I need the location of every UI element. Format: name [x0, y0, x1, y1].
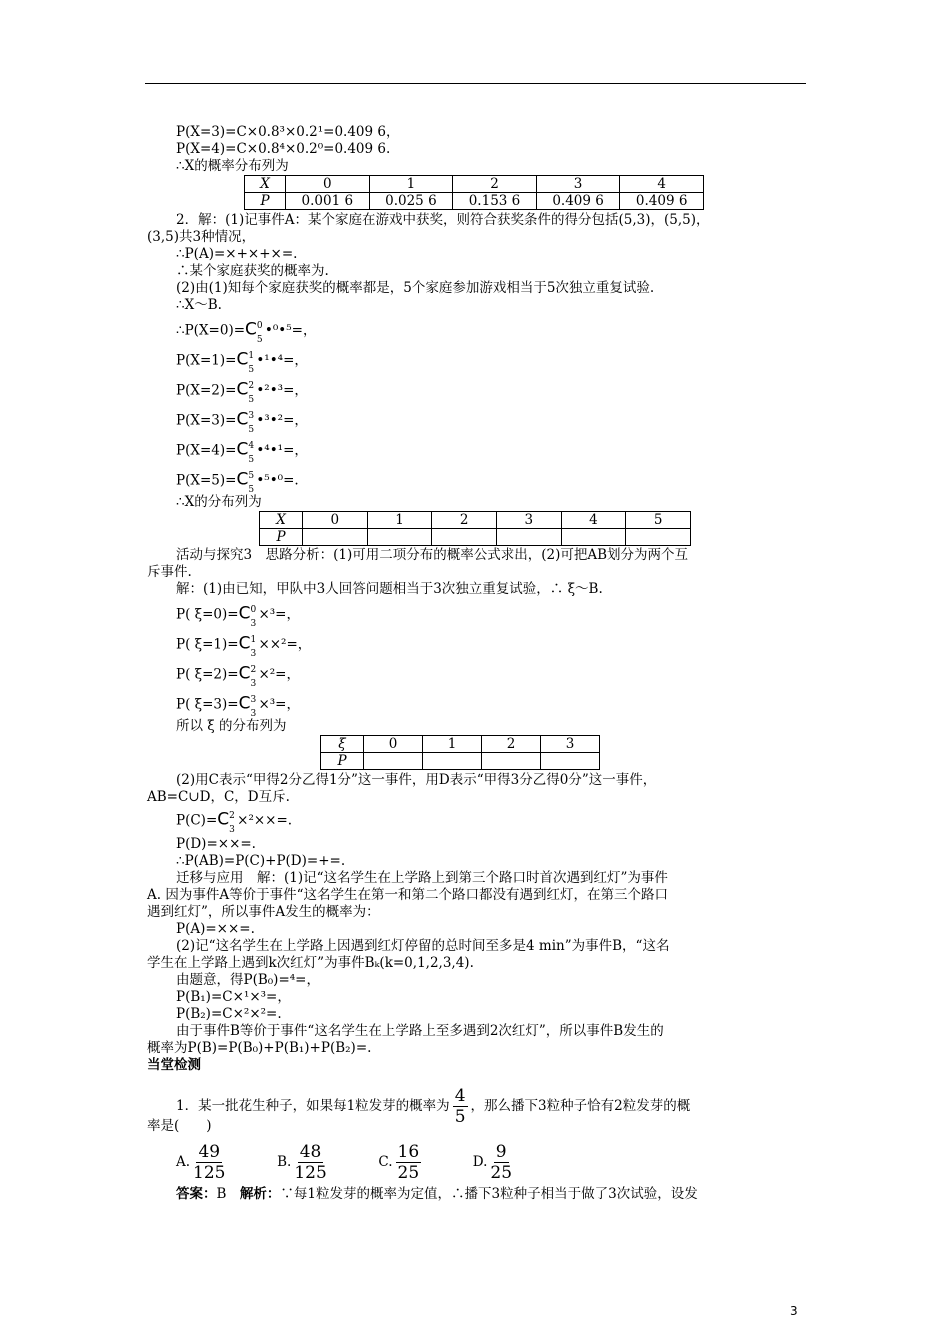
table-cell: 2 — [482, 736, 541, 753]
prob-xi2: P( ξ=2)=C 2 3 ×²=， — [176, 663, 300, 689]
table-cell — [561, 529, 626, 546]
question-1: 1．某一批花生种子，如果每1粒发芽的概率为 $\frac{4}{5}$ ，那么播下3粒种子恰有2粒发芽的概 — [176, 1086, 691, 1127]
transfer-line-1: 迁移与应用 解：(1)记“这名学生在上学路上到第三个路口时首次遇到红灯”为事件 — [176, 870, 668, 886]
table-cell: X — [260, 512, 303, 529]
activity3-line-b: 斥事件. — [147, 564, 192, 580]
option-b[interactable]: B. $\frac{48}{125}$ — [277, 1142, 327, 1183]
prob-x5: P(X=5)=C 5 5 •⁵•⁰=. — [176, 469, 299, 495]
table-dist-2 — [259, 511, 691, 546]
options-row — [176, 1140, 515, 1184]
line-p3: P(X=3)=C×0.8³×0.2¹=0.409 6， — [176, 124, 400, 140]
prob-x2: P(X=2)=C 2 5 •²•³=， — [176, 379, 308, 405]
table-cell: 0.001 6 — [286, 193, 370, 210]
transfer-line-11: 概率为P(B)=P(B₀)+P(B₁)+P(B₂)=. — [147, 1040, 372, 1056]
table-dist-1 — [244, 175, 704, 210]
prob-xi0: P( ξ=0)=C 0 3 ×³=， — [176, 603, 300, 629]
table-cell: 0.153 6 — [453, 193, 537, 210]
prob-x1: P(X=1)=C 1 5 •¹•⁴=， — [176, 349, 308, 375]
prob-xi1: P( ξ=1)=C 1 3 ××²=， — [176, 633, 312, 659]
fraction-four-fifths: $\frac{4}{5}$ — [454, 1086, 466, 1127]
table-dist-3 — [320, 735, 600, 770]
question-1-tail: 率是( ) — [147, 1118, 212, 1134]
activity3-line-a: 活动与探究3 思路分析：(1)可用二项分布的概率公式求出，(2)可把AB划分为两个互 — [176, 547, 689, 563]
q2-line-d: ∴某个家庭获奖的概率为. — [176, 263, 329, 279]
table-row — [245, 176, 704, 193]
header-rule — [145, 83, 806, 84]
prob-c: P(C)=C 2 3 ×²××=. — [176, 809, 293, 835]
q2-line-a: 2．解：(1)记事件A：某个家庭在游戏中获奖，则符合获奖条件的得分包括(5,3)，(5,5)， — [176, 212, 710, 228]
prob-x3: P(X=3)=C 3 5 •³•²=， — [176, 409, 308, 435]
table-cell — [496, 529, 561, 546]
table-cell: 2 — [453, 176, 537, 193]
q2-line-b: (3,5)共3种情况， — [147, 229, 256, 245]
line-dist3: 所以 ξ 的分布列为 — [176, 718, 287, 734]
q2-line-c: ∴P(A)=×+×+×=. — [176, 246, 298, 262]
line-dist1: ∴X的概率分布列为 — [176, 158, 289, 174]
section-title: 当堂检测 — [147, 1057, 201, 1073]
answer-line: 答案：B 解析：∵每1粒发芽的概率为定值，∴播下3粒种子相当于做了3次试验，设发 — [176, 1186, 698, 1202]
line-dist2: ∴X的分布列为 — [176, 494, 262, 510]
prob-d: P(D)=××=. — [176, 836, 256, 852]
transfer-line-10: 由于事件B等价于事件“这名学生在上学路上至多遇到2次红灯”，所以事件B发生的 — [176, 1023, 664, 1039]
table-cell — [303, 529, 368, 546]
table-cell: 1 — [369, 176, 453, 193]
prob-ab: ∴P(AB)=P(C)+P(D)=+=. — [176, 853, 346, 869]
table-cell: 3 — [496, 512, 561, 529]
table-cell: 0.409 6 — [536, 193, 620, 210]
table-cell: P — [260, 529, 303, 546]
option-c[interactable]: C. $\frac{16}{25}$ — [378, 1142, 420, 1183]
table-cell: 2 — [432, 512, 497, 529]
table-cell — [364, 753, 423, 770]
option-d[interactable]: D. $\frac{9}{25}$ — [472, 1142, 513, 1183]
table-row — [321, 736, 600, 753]
table-cell: P — [245, 193, 286, 210]
transfer-line-7: 由题意，得P(B₀)=⁴=， — [176, 972, 320, 988]
part2-line-a: (2)用C表示“甲得2分乙得1分”这一事件，用D表示“甲得3分乙得0分”这一事件， — [176, 772, 657, 788]
table-cell — [482, 753, 541, 770]
q2-line-e: (2)由(1)知每个家庭获奖的概率都是，5个家庭参加游戏相当于5次独立重复试验. — [176, 280, 655, 296]
prob-x0: ∴P(X=0)=C 0 5 •⁰•⁵=， — [176, 319, 317, 345]
part2-line-b: AB=C∪D，C，D互斥. — [147, 789, 290, 805]
transfer-line-6: 学生在上学路上遇到k次红灯”为事件Bₖ(k=0,1,2,3,4). — [147, 955, 474, 971]
table-cell: 0.025 6 — [369, 193, 453, 210]
table-cell: 4 — [620, 176, 704, 193]
table-cell: 1 — [367, 512, 432, 529]
option-a[interactable]: A. $\frac{49}{125}$ — [176, 1142, 226, 1183]
table-cell: 1 — [423, 736, 482, 753]
table-row — [260, 512, 691, 529]
table-cell: X — [245, 176, 286, 193]
table-cell: 0 — [286, 176, 370, 193]
table-cell: 0 — [303, 512, 368, 529]
table-cell: P — [321, 753, 364, 770]
transfer-line-3: 遇到红灯”，所以事件A发生的概率为： — [147, 904, 380, 920]
table-row — [260, 529, 691, 546]
table-row — [245, 193, 704, 210]
activity3-line-c: 解：(1)由已知，甲队中3人回答问题相当于3次独立重复试验，∴ ξ～B. — [176, 581, 603, 597]
table-cell — [541, 753, 600, 770]
table-cell: 3 — [536, 176, 620, 193]
transfer-line-8: P(B₁)=C×¹×³=， — [176, 989, 291, 1005]
line-p4: P(X=4)=C×0.8⁴×0.2⁰=0.409 6. — [176, 141, 391, 157]
table-row — [321, 753, 600, 770]
q2-line-f: ∴X～B. — [176, 297, 222, 313]
transfer-line-5: (2)记“这名学生在上学路上因遇到红灯停留的总时间至多是4 min”为事件B，“这名 — [176, 938, 670, 954]
table-cell: 5 — [626, 512, 691, 529]
table-cell — [626, 529, 691, 546]
transfer-line-2: A. 因为事件A等价于事件“这名学生在第一和第二个路口都没有遇到红灯，在第三个路口 — [147, 887, 668, 903]
prob-x4: P(X=4)=C 4 5 •⁴•¹=， — [176, 439, 308, 465]
prob-xi3: P( ξ=3)=C 3 3 ×³=， — [176, 693, 300, 719]
table-cell — [367, 529, 432, 546]
table-cell: 4 — [561, 512, 626, 529]
page-number: 3 — [790, 1304, 798, 1318]
table-cell: 3 — [541, 736, 600, 753]
table-cell: ξ — [321, 736, 364, 753]
table-cell — [423, 753, 482, 770]
transfer-line-4: P(A)=××=. — [176, 921, 255, 937]
table-cell: 0 — [364, 736, 423, 753]
table-cell: 0.409 6 — [620, 193, 704, 210]
transfer-line-9: P(B₂)=C×²×²=. — [176, 1006, 282, 1022]
table-cell — [432, 529, 497, 546]
